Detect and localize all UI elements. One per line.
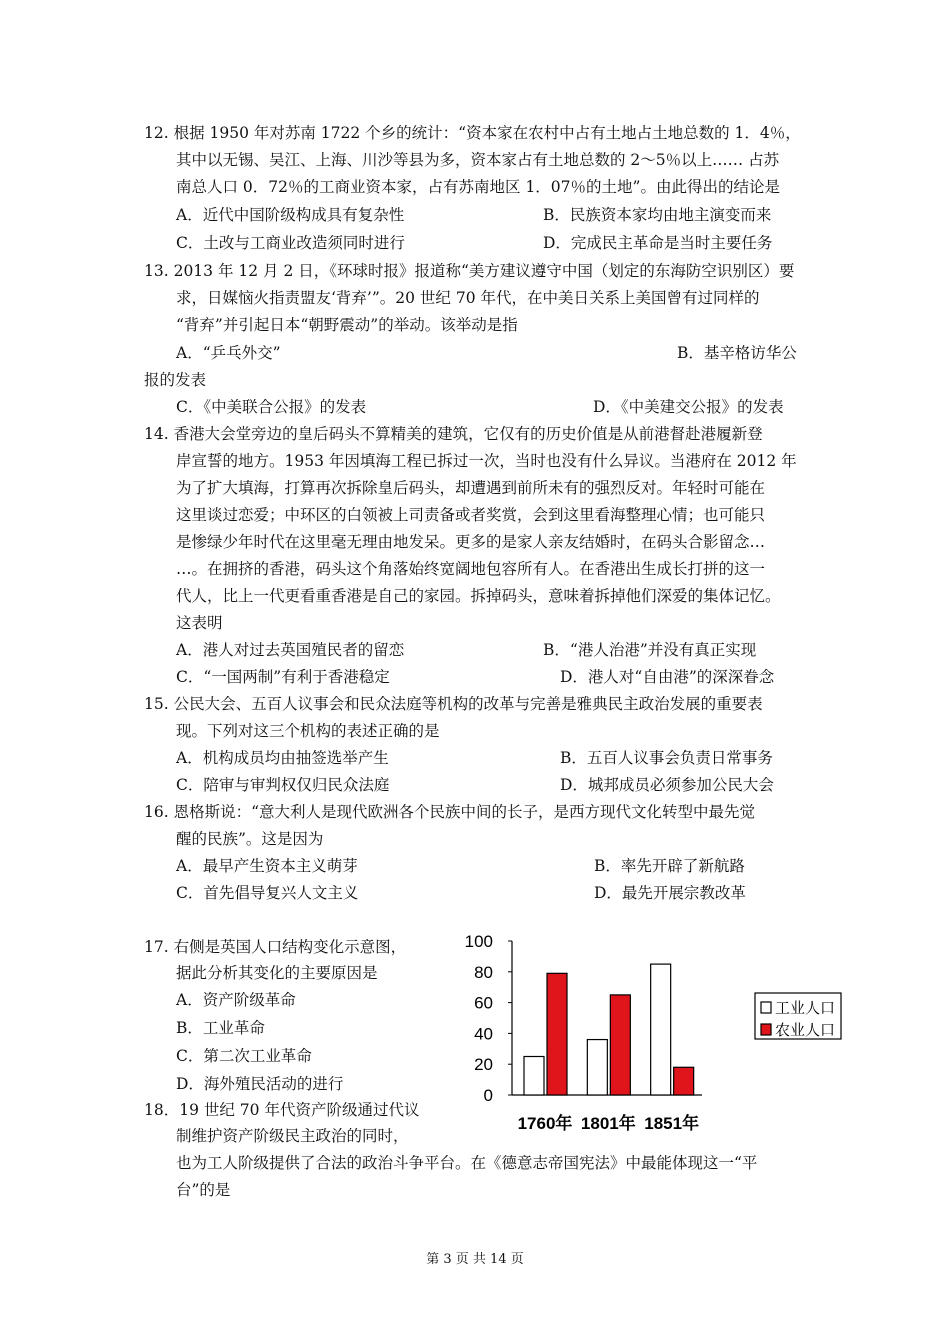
bar bbox=[524, 1057, 544, 1096]
x-tick-label: 1851年 bbox=[644, 1114, 700, 1133]
q15-option-d: D．城邦成员必须参加公民大会 bbox=[560, 776, 774, 794]
legend-label: 农业人口 bbox=[775, 1022, 836, 1039]
y-tick-label: 60 bbox=[474, 993, 493, 1013]
q12-line-3: 南总人口 0．72％的工商业资本家，占有苏南地区 1．07％的土地”。由此得出的结论是 bbox=[176, 178, 780, 196]
q14-line-6: …。在拥挤的香港，码头这个角落始终宽阔地包容所有人。在香港出生成长打拼的这一 bbox=[176, 560, 766, 578]
y-tick-label: 100 bbox=[464, 932, 493, 951]
q18-line-2: 制维护资产阶级民主政治的同时， bbox=[176, 1127, 409, 1145]
q13-option-b-cont: 报的发表 bbox=[144, 371, 207, 389]
y-tick-label: 40 bbox=[474, 1024, 493, 1044]
q17-option-a: A．资产阶级革命 bbox=[176, 991, 296, 1009]
q14-option-d: D．港人对“自由港”的深深眷念 bbox=[560, 668, 775, 686]
y-tick-label: 80 bbox=[474, 962, 493, 982]
q13-option-c: C．《中美联合公报》的发表 bbox=[176, 398, 367, 416]
q13-option-a: A．“乒乓外交” bbox=[176, 344, 281, 362]
bar bbox=[674, 1067, 694, 1095]
q16-option-d: D．最先开展宗教改革 bbox=[594, 884, 746, 902]
bar bbox=[587, 1040, 607, 1095]
y-tick-label: 0 bbox=[483, 1086, 493, 1105]
q13-option-b: B．基辛格访华公 bbox=[677, 344, 797, 362]
q17-option-b: B．工业革命 bbox=[176, 1019, 265, 1037]
q13-option-d: D．《中美建交公报》的发表 bbox=[593, 398, 784, 416]
q12-option-b: B．民族资本家均由地主演变而来 bbox=[543, 206, 772, 224]
bar bbox=[651, 964, 671, 1095]
population-structure-chart bbox=[455, 928, 855, 1143]
q18-line-1: 18．19 世纪 70 年代资产阶级通过代议 bbox=[144, 1101, 420, 1119]
q12-line-1: 12. 根据 1950 年对苏南 1722 个乡的统计：“资本家在农村中占有土地占土地总数的 1．4％， bbox=[144, 124, 801, 142]
q17-line-1: 17. 右侧是英国人口结构变化示意图， bbox=[144, 938, 407, 956]
q17-line-2: 据此分析其变化的主要原因是 bbox=[176, 964, 378, 982]
q14-line-1: 14. 香港大会堂旁边的皇后码头不算精美的建筑，它仅有的历史价值是从前港督赴港履新登 bbox=[144, 425, 763, 443]
bar bbox=[547, 973, 567, 1095]
q16-option-c: C．首先倡导复兴人文主义 bbox=[176, 884, 359, 902]
q12-option-d: D．完成民主革命是当时主要任务 bbox=[543, 234, 773, 252]
q17-option-c: C．第二次工业革命 bbox=[176, 1047, 312, 1065]
q14-line-3: 为了扩大填海，打算再次拆除皇后码头，却遭遇到前所未有的强烈反对。年轻时可能在 bbox=[176, 479, 766, 497]
q16-line-2: 醒的民族”。这是因为 bbox=[176, 830, 324, 848]
q15-option-a: A．机构成员均由抽签选举产生 bbox=[176, 749, 389, 767]
q18-line-4: 台”的是 bbox=[176, 1181, 231, 1199]
q12-option-c: C．土改与工商业改造须同时进行 bbox=[176, 234, 405, 252]
legend-swatch bbox=[761, 1002, 771, 1013]
q15-line-2: 现。下列对这三个机构的表述正确的是 bbox=[176, 722, 440, 740]
q12-option-a: A．近代中国阶级构成具有复杂性 bbox=[176, 206, 405, 224]
q15-option-c: C．陪审与审判权仅归民众法庭 bbox=[176, 776, 390, 794]
x-tick-label: 1801年 bbox=[580, 1114, 636, 1133]
page-footer: 第 3 页 共 14 页 bbox=[426, 1252, 524, 1267]
q16-option-b: B．率先开辟了新航路 bbox=[594, 857, 745, 875]
q16-option-a: A．最早产生资本主义萌芽 bbox=[176, 857, 358, 875]
q14-line-8: 这表明 bbox=[176, 614, 223, 632]
q18-line-3: 也为工人阶级提供了合法的政治斗争平台。在《德意志帝国宪法》中最能体现这一“平 bbox=[176, 1154, 758, 1172]
q14-line-7: 代人，比上一代更看重香港是自己的家园。拆掉码头，意味着拆掉他们深爱的集体记忆。 bbox=[176, 587, 781, 605]
q14-line-4: 这里谈过恋爱；中环区的白领被上司责备或者奖赏，会到这里看海整理心情；也可能只 bbox=[176, 506, 766, 524]
q14-option-b: B．“港人治港”并没有真正实现 bbox=[543, 641, 757, 659]
q13-line-1: 13. 2013 年 12 月 2 日，《环球时报》报道称“美方建议遵守中国（划定的东海防空识别区）要 bbox=[144, 262, 795, 280]
y-tick-label: 20 bbox=[474, 1055, 493, 1075]
q14-line-2: 岸宣誓的地方。1953 年因填海工程已拆过一次，当时也没有什么异议。当港府在 2012 年 bbox=[176, 452, 797, 470]
q16-line-1: 16. 恩格斯说：“意大利人是现代欧洲各个民族中间的长子，是西方现代文化转型中最先觉 bbox=[144, 803, 756, 821]
x-tick-label: 1760年 bbox=[517, 1114, 573, 1133]
legend-swatch bbox=[761, 1024, 771, 1035]
q12-line-2: 其中以无锡、吴江、上海、川沙等县为多，资本家占有土地总数的 2～5％以上…… 占苏 bbox=[176, 151, 780, 169]
q14-option-c: C．“一国两制”有利于香港稳定 bbox=[176, 668, 390, 686]
q13-line-3: “背弃”并引起日本“朝野震动”的举动。该举动是指 bbox=[176, 316, 518, 334]
q14-option-a: A．港人对过去英国殖民者的留恋 bbox=[176, 641, 405, 659]
q17-option-d: D．海外殖民活动的进行 bbox=[176, 1075, 344, 1093]
q13-line-2: 求，日媒恼火指责盟友‘背弃’”。20 世纪 70 年代，在中美日关系上美国曾有过同样的 bbox=[176, 289, 760, 307]
q14-line-5: 是惨绿少年时代在这里毫无理由地发呆。更多的是家人亲友结婚时，在码头合影留念… bbox=[176, 533, 766, 551]
legend-label: 工业人口 bbox=[775, 1000, 836, 1017]
q15-line-1: 15. 公民大会、五百人议事会和民众法庭等机构的改革与完善是雅典民主政治发展的重要表 bbox=[144, 695, 763, 713]
bar bbox=[610, 995, 630, 1095]
q15-option-b: B．五百人议事会负责日常事务 bbox=[560, 749, 773, 767]
